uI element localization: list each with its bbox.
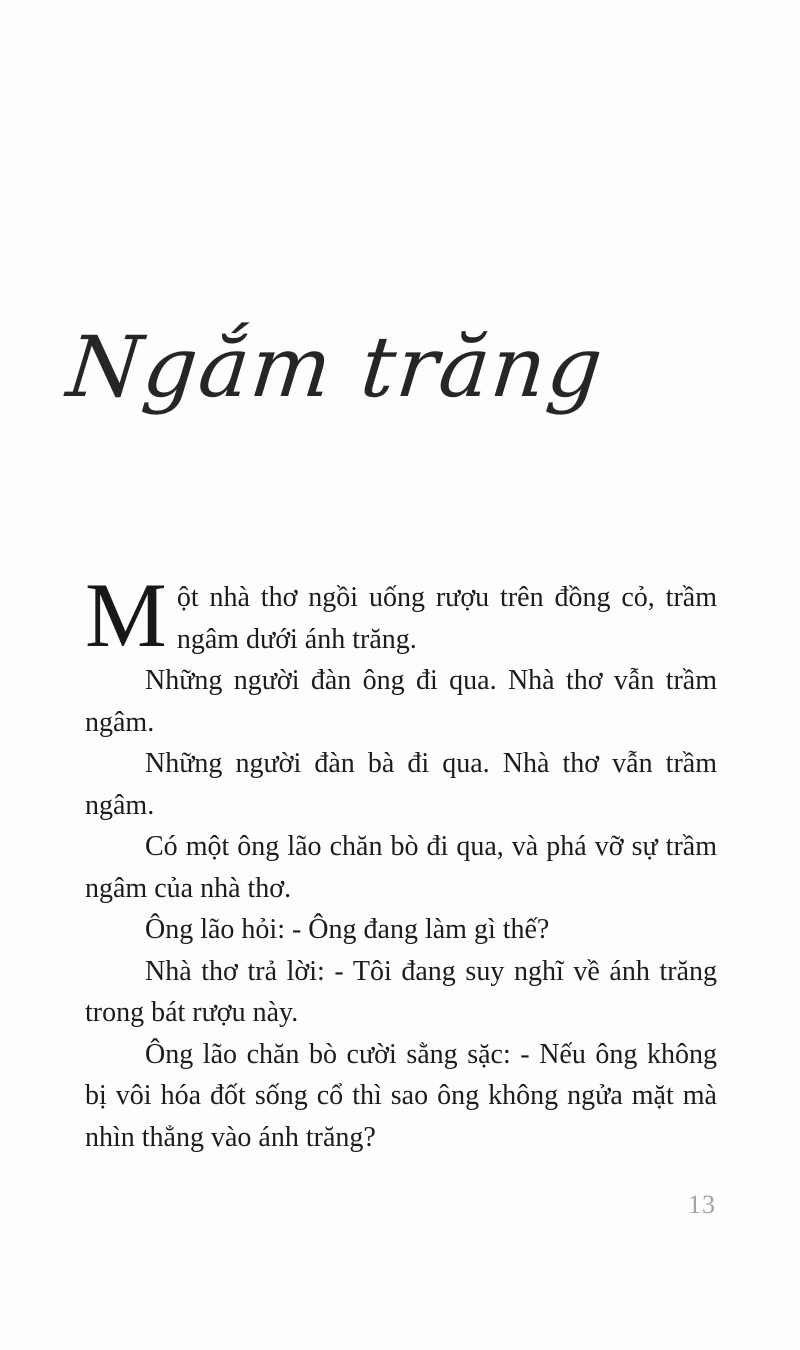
body-text [85,564,717,1158]
paragraph: Nhà thơ trả lời: - Tôi đang suy nghĩ về ánh trăng trong bát rượu này. [85,955,717,1028]
paragraph-text: ột nhà thơ ngồi uống rượu trên đồng cỏ, trầm ngâm dưới ánh trăng. [176,582,717,655]
paragraph [85,564,717,666]
paragraph: Có một ông lão chăn bò đi qua, và phá vỡ sự trầm ngâm của nhà thơ. [85,831,717,904]
chapter-title: Ngắm trăng [62,318,609,416]
drop-cap: M [85,564,167,666]
paragraph: Ông lão chăn bò cười sằng sặc: - Nếu ông không bị vôi hóa đốt sống cổ thì sao ông không ngửa mặt mà nhìn thẳng vào ánh trăng? [85,1038,717,1153]
paragraph: Những người đàn ông đi qua. Nhà thơ vẫn trầm ngâm. [85,665,717,738]
page-number: 13 [688,1190,716,1219]
paragraph: Những người đàn bà đi qua. Nhà thơ vẫn trầm ngâm. [85,748,717,821]
paragraph: Ông lão hỏi: - Ông đang làm gì thế? [145,914,550,945]
